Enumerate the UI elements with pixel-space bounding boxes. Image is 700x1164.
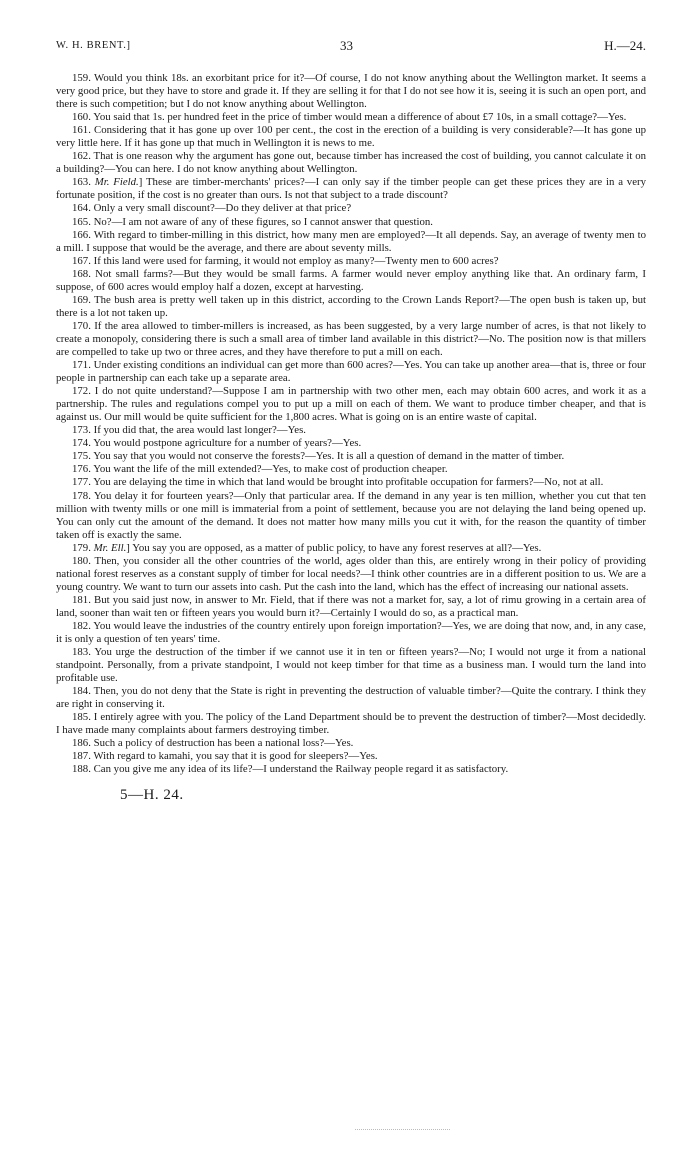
paragraph-text: 173. If you did that, the area would last longer?—Yes.: [72, 424, 306, 437]
paragraph-text: 183. You urge the destruction of the timber if we cannot use it in ten or fifteen years?—No; I would not urge it from a national standpoint. Personally, from a private standpoint, I would not keep timber for that time as a business man. I would turn the land into profitable use.: [56, 646, 646, 685]
paragraph-text: ] You say you are opposed, as a matter of public policy, to have any forest reserves at all?—Yes.: [126, 541, 542, 554]
paragraph-text: 170. If the area allowed to timber-millers is increased, as has been suggested, by a very large number of acres, is that not likely to create a monopoly, considering there is such a small area of timber land available in this district?—No. The position now is that millers are compelled to take up two or three acres, and they have therefore to put a mill on each.: [56, 319, 646, 358]
testimony-paragraph: [56, 72, 646, 111]
paragraph-text: 185. I entirely agree with you. The policy of the Land Department should be to prevent the destruction of timber?—Most decidedly. I have made many complaints about farmers destroying timber.: [56, 711, 646, 737]
paragraph-text: 161. Considering that it has gone up over 100 per cent., the cost in the erection of a building is very considerable?—It has gone up very little here. If it has gone up that much in Wellington it is news to me.: [56, 124, 646, 150]
paragraph-text: 171. Under existing conditions an individual can get more than 600 acres?—Yes. You can take up another area—that is, three or four people in partnership can each take up a separate area.: [56, 359, 646, 385]
paragraph-text: 186. Such a policy of destruction has been a national loss?—Yes.: [72, 737, 354, 750]
paragraph-text: 180. Then, you consider all the other countries of the world, ages older than this, are entirely wrong in their policy of providing national forest reserves as a constant supply of timber for local needs?—I think other countries are in a different position to us. We are a young country. We want to turn our assets into cash. Put the cash into the land, which has the effect of increasing our national assets.: [56, 554, 646, 593]
testimony-paragraph: [56, 646, 646, 685]
paragraph-text: 165. No?—I am not aware of any of these figures, so I cannot answer that question.: [72, 215, 433, 228]
speaker-name: Mr. Ell.: [93, 541, 127, 554]
witness-name: W. H. BRENT.]: [56, 40, 131, 51]
paragraph-text: 175. You say that you would not conserve the forests?—Yes. It is all a question of demand in the matter of timber.: [72, 450, 565, 463]
testimony-paragraph: [56, 124, 646, 150]
paragraph-text: 178. You delay it for fourteen years?—Only that particular area. If the demand in any year is ten million, whether you cut that ten million with twenty mills or one mill is immaterial from a point of settlement, because you are not delaying the land being opened up. You can only cut the amount of the demand. It does not matter how many mills you cut it with, for the reason the quantity of timber taken off is exactly the same.: [56, 489, 646, 541]
paragraph-text: 174. You would postpone agriculture for a number of years?—Yes.: [72, 437, 362, 450]
paragraph-text: 160. You said that 1s. per hundred feet in the price of timber would mean a difference of about £7 10s, in a small cottage?—Yes.: [72, 111, 627, 124]
paragraph-text: 164. Only a very small discount?—Do they deliver at that price?: [72, 202, 352, 215]
paragraph-text: 166. With regard to timber-milling in this district, how many men are employed?—It all depends. Say, an average of twenty men to a mill. I suppose that would be the average, and there are about seventy mills.: [56, 228, 646, 254]
testimony-paragraph: [56, 268, 646, 294]
page-header: [56, 38, 646, 58]
paragraph-text: 187. With regard to kamahi, you say that it is good for sleepers?—Yes.: [72, 750, 378, 763]
testimony-paragraph: [56, 763, 646, 776]
paragraph-text: 169. The bush area is pretty well taken up in this district, according to the Crown Lands Report?—The open bush is taken up, but there is a lot not taken up.: [56, 293, 646, 319]
paragraph-text: ] These are timber-merchants' prices?—I can only say if the timber people can get these prices they are in a very fortunate position, if the cost is no greater than ours. Is not that subject to a trade discount?: [56, 176, 646, 202]
testimony-paragraph: [56, 737, 646, 750]
sheet-signature: 5—H. 24.: [120, 786, 184, 803]
testimony-paragraph: [56, 620, 646, 646]
testimony-paragraph: [56, 555, 646, 594]
paragraph-text: 159. Would you think 18s. an exorbitant price for it?—Of course, I do not know anything about the Wellington market. It seems a very good price, but they have to store and grade it. If they are selling it for that I do not see how it is, seeing it is such an open port, and there is such competition; but I do not know anything about Wellington.: [56, 72, 646, 111]
testimony-paragraph: [56, 437, 646, 450]
testimony-paragraph: [56, 229, 646, 255]
testimony-paragraph: [56, 359, 646, 385]
page-number: 33: [340, 38, 353, 53]
testimony-paragraph: [56, 711, 646, 737]
testimony-paragraph: [56, 176, 646, 202]
testimony-paragraph: [56, 255, 646, 268]
testimony-paragraph: [56, 150, 646, 176]
scan-artifact: [355, 1129, 450, 1130]
paragraph-text: 182. You would leave the industries of the country entirely upon foreign importation?—Yes, we are doing that now, and, in any case, it is only a question of ten years' time.: [56, 619, 646, 646]
paragraph-text: 172. I do not quite understand?—Suppose I am in partnership with two other men, each may obtain 600 acres, and work it as a partnership. The rules and regulations compel you to put up a mill on each of them. We want to produce timber cheaper, and that is against us. Our mill would be quite sufficient for the 1,800 acres. What is going on is an entire waste of capital.: [56, 385, 646, 424]
testimony-paragraph: [56, 594, 646, 620]
testimony-paragraph: [56, 450, 646, 463]
testimony-paragraph: [56, 202, 646, 215]
paragraph-text: 176. You want the life of the mill extended?—Yes, to make cost of production cheaper.: [72, 463, 448, 476]
testimony-paragraph: [56, 294, 646, 320]
question-number: 179.: [72, 541, 94, 554]
testimony-paragraph: [56, 216, 646, 229]
testimony-body: [56, 72, 646, 777]
paragraph-text: 184. Then, you do not deny that the State is right in preventing the destruction of valuable timber?—Quite the contrary. I think they are right in conserving it.: [56, 685, 646, 711]
testimony-paragraph: [56, 385, 646, 424]
paragraph-text: 188. Can you give me any idea of its life?—I understand the Railway people regard it as satisfactory.: [72, 763, 509, 776]
question-number: 163.: [72, 176, 95, 189]
paragraph-text: 177. You are delaying the time in which that land would be brought into profitable occupation for farmers?—No, not at all.: [72, 476, 604, 489]
speaker-name: Mr. Field.: [94, 176, 139, 189]
testimony-paragraph: [56, 424, 646, 437]
paragraph-text: 181. But you said just now, in answer to Mr. Field, that if there was not a market for, say, a lot of rimu growing in a certain area of land, sooner than wait ten or fifteen years you would burn it?—Certainly I would do so, as a practical man.: [56, 593, 646, 619]
paragraph-text: 168. Not small farms?—But they would be small farms. A farmer would never employ anything like that. An ordinary farm, I suppose, of 600 acres would employ half a dozen, except at harvesting.: [56, 267, 646, 293]
testimony-paragraph: [56, 320, 646, 359]
document-page: [56, 38, 646, 804]
paragraph-text: 162. That is one reason why the argument has gone out, because timber has increased the cost of building, you cannot calculate it on a building?—You can here. I do not know anything about Wellington.: [56, 150, 646, 176]
testimony-paragraph: [56, 490, 646, 542]
paragraph-text: 167. If this land were used for farming, it would not employ as many?—Twenty men to 600 acres?: [72, 254, 499, 267]
testimony-paragraph: [56, 750, 646, 763]
document-reference: H.—24.: [604, 38, 646, 53]
testimony-paragraph: [56, 476, 646, 489]
testimony-paragraph: [56, 542, 646, 555]
testimony-paragraph: [56, 685, 646, 711]
testimony-paragraph: [56, 111, 646, 124]
testimony-paragraph: [56, 463, 646, 476]
